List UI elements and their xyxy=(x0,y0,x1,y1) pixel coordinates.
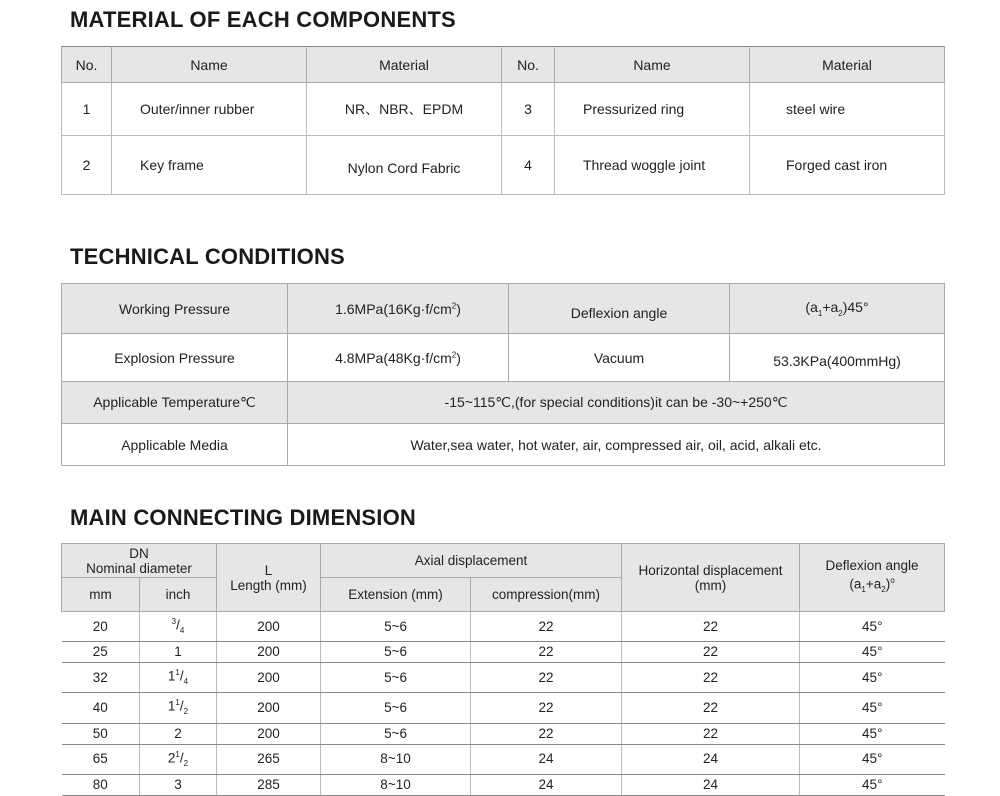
deflexion-formula: $(a_1+a_2)^o$ xyxy=(849,575,895,595)
cell-mm: 32 xyxy=(62,663,140,693)
materials-table xyxy=(61,46,945,195)
table-row xyxy=(62,136,945,195)
cell-mm: 65 xyxy=(62,744,140,774)
cell-horizontal: 22 xyxy=(622,693,800,723)
cell-mm: 20 xyxy=(62,612,140,642)
cell-material: Nylon Cord Fabric xyxy=(307,136,502,195)
dn-label: DN xyxy=(129,545,149,561)
table-row xyxy=(62,424,945,466)
deflexion-angle-label: Deflexion angle xyxy=(509,284,730,334)
cell-angle: 45° xyxy=(800,774,945,795)
cell-no: 2 xyxy=(62,136,112,195)
horizontal-unit: (mm) xyxy=(694,577,727,593)
deflexion-angle-header xyxy=(800,544,945,612)
cell-name: Outer/inner rubber xyxy=(112,83,307,136)
cell-name: Pressurized ring xyxy=(555,83,750,136)
l-label: L xyxy=(264,562,273,578)
compression-header: compression(mm) xyxy=(471,578,622,612)
cell-extension: 8~10 xyxy=(321,744,471,774)
length-header xyxy=(217,544,321,612)
explosion-pressure-value: $4.8MPa(48Kg\cdot f/cm^2)$ xyxy=(288,334,509,382)
header-no: No. xyxy=(62,47,112,83)
nominal-label: Nominal diameter xyxy=(86,560,192,576)
technical-title: TECHNICAL CONDITIONS xyxy=(70,244,345,269)
cell-horizontal: 22 xyxy=(622,663,800,693)
cell-inch: $1^1/_2$ xyxy=(140,693,217,723)
cell-mm: 25 xyxy=(62,642,140,663)
cell-compression: 24 xyxy=(471,774,622,795)
cell-angle: 45° xyxy=(800,723,945,744)
table-row xyxy=(62,284,945,334)
cell-compression: 22 xyxy=(471,663,622,693)
cell-name: Key frame xyxy=(112,136,307,195)
media-value: Water,sea water, hot water, air, compressed air, oil, acid, alkali etc. xyxy=(288,424,945,466)
cell-mm: 40 xyxy=(62,693,140,723)
length-label: Length (mm) xyxy=(230,577,307,593)
extension-header: Extension (mm) xyxy=(321,578,471,612)
cell-inch: 3 xyxy=(140,774,217,795)
cell-extension: 5~6 xyxy=(321,693,471,723)
table-row xyxy=(62,642,945,663)
cell-angle: 45° xyxy=(800,744,945,774)
table-row xyxy=(62,612,945,642)
nominal-diameter-header xyxy=(62,544,217,578)
table-row xyxy=(62,723,945,744)
cell-inch: $2^1/_2$ xyxy=(140,744,217,774)
horizontal-displacement-header xyxy=(622,544,800,612)
technical-table xyxy=(61,283,945,466)
cell-name: Thread woggle joint xyxy=(555,136,750,195)
vacuum-label: Vacuum xyxy=(509,334,730,382)
cell-length: 200 xyxy=(217,723,321,744)
cell-inch: $1^1/_4$ xyxy=(140,663,217,693)
cell-extension: 8~10 xyxy=(321,774,471,795)
cell-angle: 45° xyxy=(800,663,945,693)
axial-displacement-header: Axial displacement xyxy=(321,544,622,578)
mm-header: mm xyxy=(62,578,140,612)
cell-extension: 5~6 xyxy=(321,642,471,663)
cell-inch: 2 xyxy=(140,723,217,744)
cell-length: 200 xyxy=(217,693,321,723)
header-no: No. xyxy=(502,47,555,83)
cell-length: 265 xyxy=(217,744,321,774)
cell-compression: 22 xyxy=(471,693,622,723)
dimension-title: MAIN CONNECTING DIMENSION xyxy=(70,505,416,530)
cell-mm: 50 xyxy=(62,723,140,744)
cell-angle: 45° xyxy=(800,693,945,723)
cell-horizontal: 24 xyxy=(622,744,800,774)
cell-no: 3 xyxy=(502,83,555,136)
temperature-value: -15~115℃,(for special conditions)it can be -30~+250℃ xyxy=(288,382,945,424)
cell-length: 200 xyxy=(217,612,321,642)
horizontal-label: Horizontal displacement xyxy=(638,562,783,578)
cell-compression: 24 xyxy=(471,744,622,774)
deflexion-label: Deflexion angle xyxy=(825,557,919,573)
working-pressure-label: Working Pressure xyxy=(62,284,288,334)
inch-header: inch xyxy=(140,578,217,612)
vacuum-value: 53.3KPa(400mmHg) xyxy=(730,334,945,382)
cell-length: 200 xyxy=(217,642,321,663)
table-row xyxy=(62,774,945,795)
header-material: Material xyxy=(307,47,502,83)
cell-inch: 1 xyxy=(140,642,217,663)
dimension-table xyxy=(61,543,945,796)
cell-inch: $^3/_4$ xyxy=(140,612,217,642)
materials-header-row xyxy=(62,47,945,83)
media-label: Applicable Media xyxy=(62,424,288,466)
cell-horizontal: 22 xyxy=(622,642,800,663)
header-name: Name xyxy=(555,47,750,83)
materials-title: MATERIAL OF EACH COMPONENTS xyxy=(70,7,456,32)
temperature-label: Applicable Temperature℃ xyxy=(62,382,288,424)
cell-extension: 5~6 xyxy=(321,723,471,744)
table-row xyxy=(62,334,945,382)
working-pressure-value: $1.6MPa(16Kg\cdot f/cm^2)$ xyxy=(288,284,509,334)
cell-horizontal: 22 xyxy=(622,612,800,642)
table-row xyxy=(62,744,945,774)
cell-mm: 80 xyxy=(62,774,140,795)
table-row xyxy=(62,663,945,693)
cell-compression: 22 xyxy=(471,642,622,663)
cell-length: 200 xyxy=(217,663,321,693)
cell-material: steel wire xyxy=(750,83,945,136)
cell-angle: 45° xyxy=(800,612,945,642)
dimension-header-row xyxy=(62,544,945,578)
cell-extension: 5~6 xyxy=(321,612,471,642)
table-row xyxy=(62,382,945,424)
table-row xyxy=(62,693,945,723)
cell-material: Forged cast iron xyxy=(750,136,945,195)
cell-compression: 22 xyxy=(471,723,622,744)
header-material: Material xyxy=(750,47,945,83)
cell-horizontal: 24 xyxy=(622,774,800,795)
header-name: Name xyxy=(112,47,307,83)
cell-horizontal: 22 xyxy=(622,723,800,744)
cell-compression: 22 xyxy=(471,612,622,642)
cell-angle: 45° xyxy=(800,642,945,663)
cell-no: 1 xyxy=(62,83,112,136)
cell-no: 4 xyxy=(502,136,555,195)
deflexion-angle-value: $(a_1+a_2)45^\circ$ xyxy=(730,284,945,334)
table-row xyxy=(62,83,945,136)
cell-material: NR、NBR、EPDM xyxy=(307,83,502,136)
explosion-pressure-label: Explosion Pressure xyxy=(62,334,288,382)
cell-length: 285 xyxy=(217,774,321,795)
cell-extension: 5~6 xyxy=(321,663,471,693)
